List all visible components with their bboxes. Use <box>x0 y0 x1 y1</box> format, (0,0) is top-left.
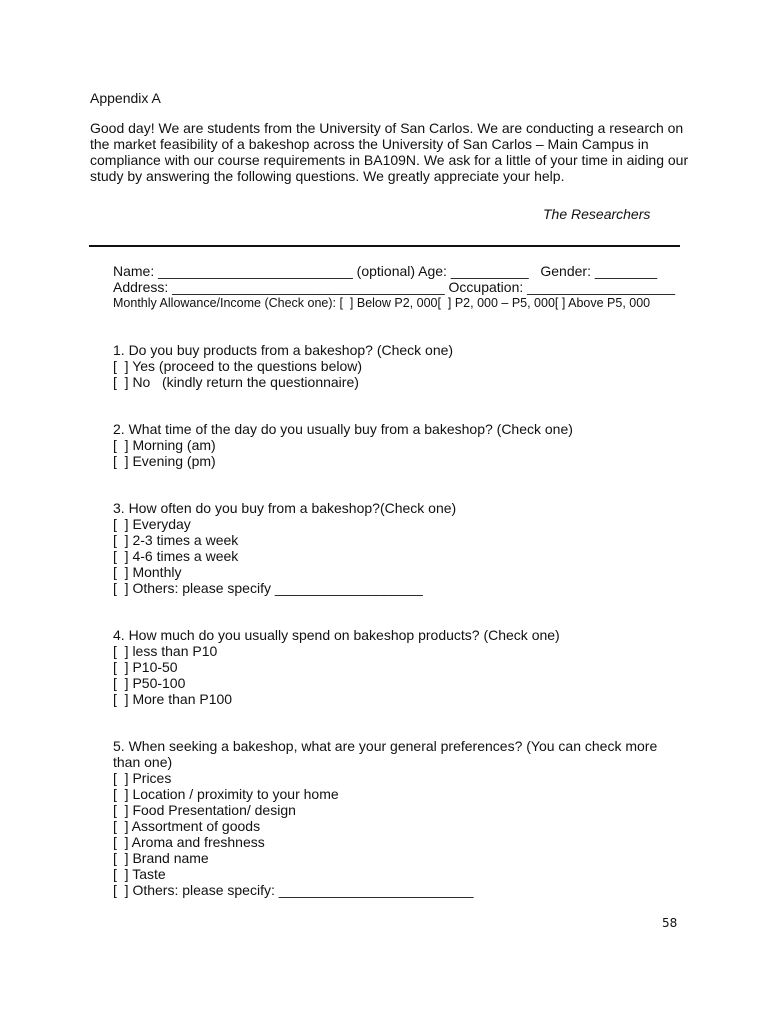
question-text: 3. How often do you buy from a bakeshop?(Check one) <box>113 500 457 516</box>
name-age-gender-line: Name: _________________________ (optional) Age: __________ Gender: ________ <box>113 263 658 279</box>
option-yes: [ ] Yes (proceed to the questions below) <box>113 358 363 374</box>
option-location: [ ] Location / proximity to your home <box>113 786 339 802</box>
page-number: 58 <box>662 916 678 930</box>
question-text: 2. What time of the day do you usually buy from a bakeshop? (Check one) <box>113 421 573 437</box>
option-p50-100: [ ] P50-100 <box>113 675 186 691</box>
question-text: 4. How much do you usually spend on bakeshop products? (Check one) <box>113 627 560 643</box>
question-1 <box>113 342 683 390</box>
question-text: 5. When seeking a bakeshop, what are your general preferences? (You can check more than one) <box>113 738 658 770</box>
question-5 <box>113 738 658 898</box>
option-2-3-times: [ ] 2-3 times a week <box>113 532 239 548</box>
option-less-than-p10: [ ] less than P10 <box>113 643 218 659</box>
signature-line: The Researchers <box>543 206 651 222</box>
option-morning: [ ] Morning (am) <box>113 437 216 453</box>
option-evening: [ ] Evening (pm) <box>113 453 216 469</box>
option-others: [ ] Others: please specify: _________________________ <box>113 882 474 898</box>
option-no: [ ] No (kindly return the questionnaire) <box>113 374 359 390</box>
allowance-line: Monthly Allowance/Income (Check one): [ ] Below P2, 000[ ] P2, 000 – P5, 000[ ] Above P5, 000 <box>113 296 651 310</box>
question-text: 1. Do you buy products from a bakeshop? (Check one) <box>113 342 454 358</box>
option-others: [ ] Others: please specify ___________________ <box>113 580 423 596</box>
option-more-than-p100: [ ] More than P100 <box>113 691 233 707</box>
option-food-presentation: [ ] Food Presentation/ design <box>113 802 296 818</box>
question-2 <box>113 421 683 469</box>
option-brand-name: [ ] Brand name <box>113 850 209 866</box>
option-prices: [ ] Prices <box>113 770 172 786</box>
respondent-info <box>113 263 683 311</box>
option-monthly: [ ] Monthly <box>113 564 182 580</box>
option-4-6-times: [ ] 4-6 times a week <box>113 548 239 564</box>
option-taste: [ ] Taste <box>113 866 166 882</box>
horizontal-divider <box>89 245 680 247</box>
option-aroma: [ ] Aroma and freshness <box>113 834 265 850</box>
intro-paragraph: Good day! We are students from the University of San Carlos. We are conducting a research on the market feasibility of a bakeshop across the University of San Carlos – Main Campus in compliance with our course requirements in BA109N. We ask for a little of your time in aiding our study by answering the following questions. We greatly appreciate your help. <box>90 120 689 184</box>
option-everyday: [ ] Everyday <box>113 516 191 532</box>
appendix-heading: Appendix A <box>90 90 161 106</box>
option-p10-50: [ ] P10-50 <box>113 659 178 675</box>
option-assortment: [ ] Assortment of goods <box>113 818 261 834</box>
question-3 <box>113 500 683 596</box>
address-occupation-line: Address: ___________________________________ Occupation: ___________________ <box>113 279 676 295</box>
question-4 <box>113 627 683 707</box>
